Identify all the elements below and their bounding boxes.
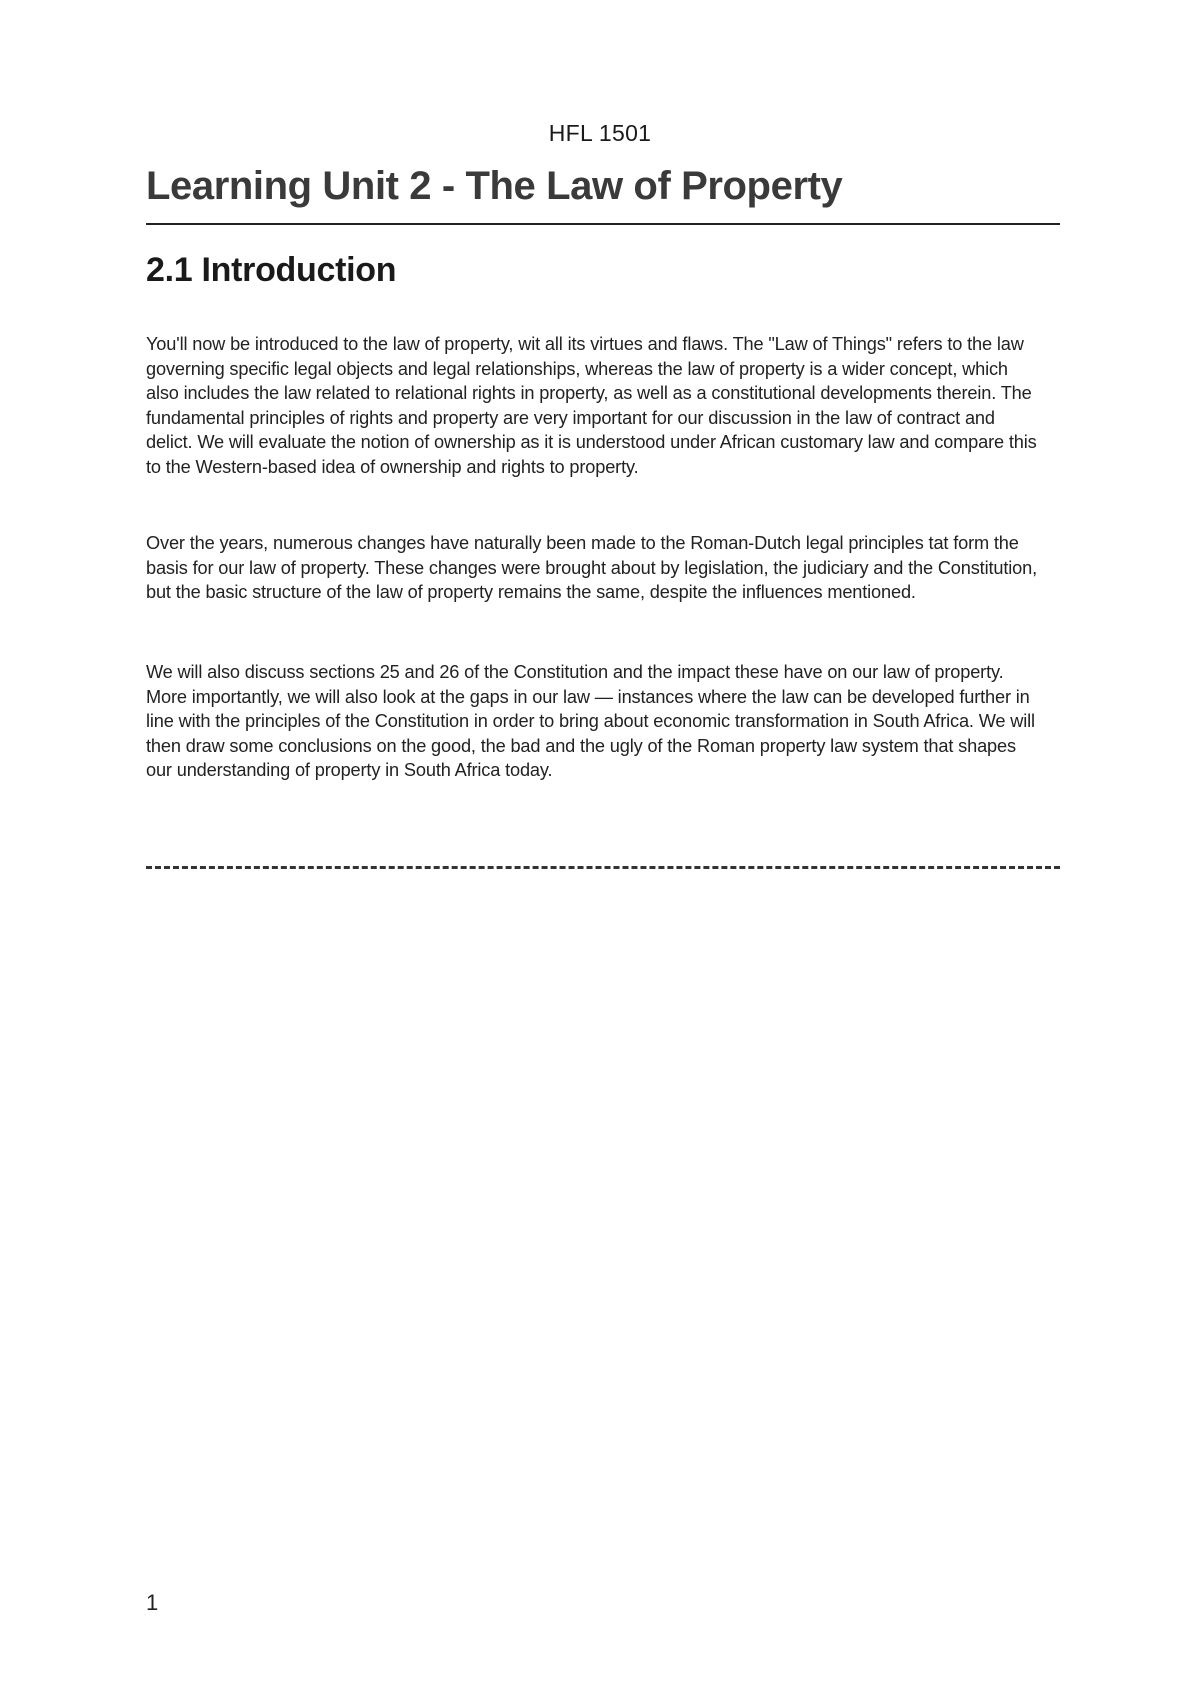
paragraph-line: governing specific legal objects and legal relationships, whereas the law of property is a wider concept, which [146,358,1008,379]
paragraph-constitution [146,660,1060,783]
unit-title: Learning Unit 2 - The Law of Property [146,164,843,208]
title-divider [146,223,1060,225]
paragraph-line: our understanding of property in South Africa today. [146,760,553,781]
paragraph-line: Over the years, numerous changes have naturally been made to the Roman-Dutch legal principles tat form the [146,533,1019,553]
section-heading: 2.1 Introduction [146,251,397,289]
paragraph-line: delict. We will evaluate the notion of ownership as it is understood under African customary law and compare this [146,432,1037,453]
paragraph-introduction [146,332,1060,480]
paragraph-line: to the Western-based idea of ownership and rights to property. [146,456,639,477]
paragraph-line: line with the principles of the Constitution in order to bring about economic transformation in South Africa. We will [146,711,1035,732]
paragraph-line: More importantly, we will also look at the gaps in our law — instances where the law can be developed further in [146,686,1030,707]
paragraph-line: then draw some conclusions on the good, the bad and the ugly of the Roman property law system that shapes [146,735,1016,756]
paragraph-line: basis for our law of property. These changes were brought about by legislation, the judiciary and the Constitution, [146,557,1037,578]
dashed-separator [146,866,1060,869]
paragraph-line: We will also discuss sections 25 and 26 of the Constitution and the impact these have on our law of property. [146,662,1004,682]
paragraph-changes [146,531,1060,605]
paragraph-line: You'll now be introduced to the law of property, wit all its virtues and flaws. The "Law of Things" refers to the law [146,334,1024,354]
paragraph-line: fundamental principles of rights and property are very important for our discussion in the law of contract and [146,407,995,428]
paragraph-line: but the basic structure of the law of property remains the same, despite the influences mentioned. [146,582,916,603]
page-number: 1 [146,1590,159,1615]
course-code: HFL 1501 [548,120,652,146]
paragraph-line: also includes the law related to relational rights in property, as well as a constitutional developments therein. The [146,383,1032,404]
